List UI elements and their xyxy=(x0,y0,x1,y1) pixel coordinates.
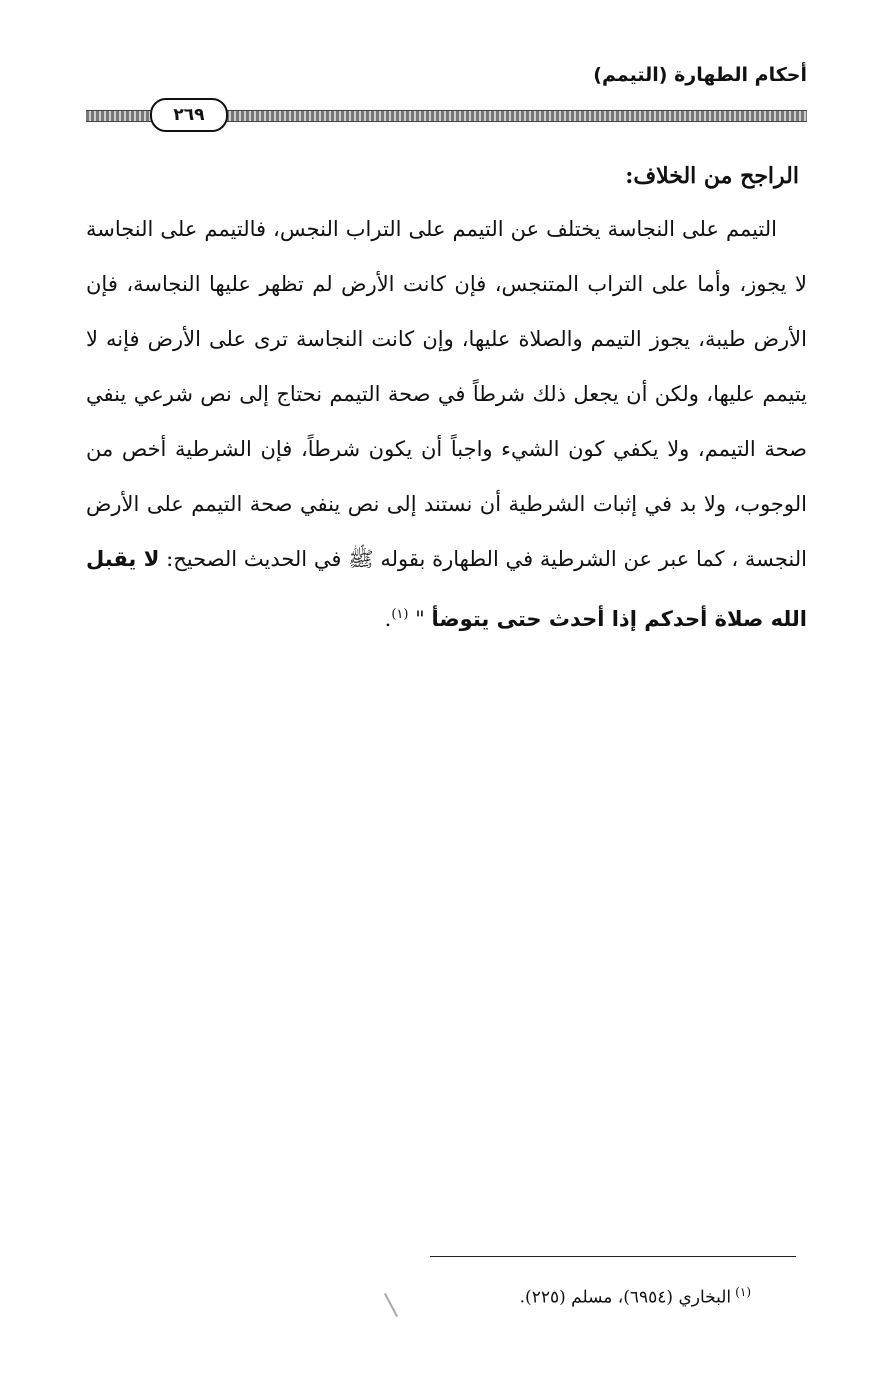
footnote xyxy=(520,1285,751,1308)
footnote-text: البخاري (٦٩٥٤)، مسلم (٢٢٥). xyxy=(519,1287,732,1308)
closing-quote: " xyxy=(408,607,432,631)
hadith-quote: لا يقبل الله صلاة أحدكم إذا أحدث حتى يتوضأ xyxy=(86,547,807,631)
running-title: أحكام الطهارة (التيمم) xyxy=(593,64,807,86)
main-content xyxy=(86,150,807,647)
body-paragraph xyxy=(86,202,807,647)
footnote-separator xyxy=(430,1256,796,1257)
page-number: ٢٦٩ xyxy=(150,98,228,132)
footnote-reference: (١) xyxy=(391,607,409,622)
end-period: . xyxy=(384,607,392,631)
paragraph-text: التيمم على النجاسة يختلف عن التيمم على التراب النجس، فالتيمم على النجاسة لا يجوز، وأما على التراب المتنجس، فإن كانت الأرض لم تظهر عليها النجاسة، فإن الأرض طيبة، يجوز التيمم والصلاة عليها، وإن كانت النجاسة ترى على الأرض فإنه لا يتيمم عليها، ولكن أن يجعل ذلك شرطاً في صحة التيمم نحتاج إلى نص شرعي ينفي صحة التيمم، ولا يكفي كون الشيء واجباً أن يكون شرطاً، فإن الشرطية أخص من الوجوب، ولا بد في إثبات الشرطية أن نستند إلى نص ينفي صحة التيمم على الأرض النجسة ، كما عبر عن الشرطية في الطهارة بقوله ﷺ في الحديث الصحيح: xyxy=(86,217,807,571)
footnote-marker: (١) xyxy=(735,1285,751,1299)
scan-mark xyxy=(384,1293,398,1317)
section-heading: الراجح من الخلاف: xyxy=(625,163,799,189)
